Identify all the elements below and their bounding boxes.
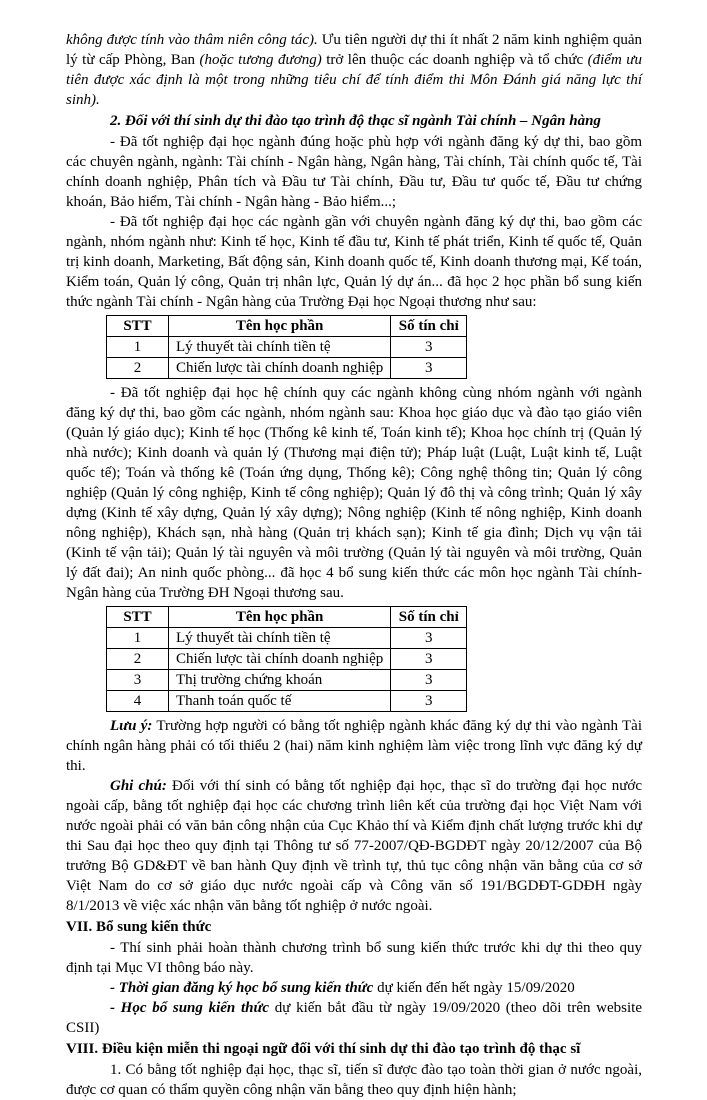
text-run: Đối với thí sinh có bằng tốt nghiệp đại học, thạc sĩ do trường đại học nước ngoài cấp, bằng tốt nghiệp đại học các chương trình liên kết của trường đại học Việt Nam với nước ngoài phải có văn bản công nhận của Cục Khảo thí và Kiểm định chất lượng trước khi dự thi Sau đại học theo quy định tại Thông tư số 77-2007/QĐ-BGDĐT ngày 20/12/2007 của Bộ trưởng Bộ GD&ĐT về ban hành Quy định về trình tự, thủ tục công nhận văn bằng của cơ sở Việt Nam do cơ sở giáo dục nước ngoài cấp và Công văn số 191/BGDĐT-GDĐH ngày 8/1/2013 về việc xác nhận văn bằng tốt nghiệp ở nước ngoài. — [66, 778, 642, 914]
text-run: (hoặc tương đương) — [199, 52, 322, 68]
supplementary-courses-table-1 — [106, 315, 467, 379]
table-row — [107, 337, 467, 358]
paragraph-continuation — [66, 30, 642, 110]
paragraph-vii-3 — [66, 998, 642, 1038]
stt-cell: 1 — [107, 337, 169, 358]
stt-cell: 1 — [107, 628, 169, 649]
course-name-cell: Thanh toán quốc tế — [169, 691, 391, 712]
paragraph-near-major: - Đã tốt nghiệp đại học các ngành gần với chuyên ngành đăng ký dự thi, bao gồm các ngành, nhóm ngành như: Kinh tế học, Kinh tế đầu tư, Kinh tế phát triển, Kinh tế quốc tế, Quản trị kinh doanh, Marketing, Bất động sản, Kinh doanh quốc tế, Kinh doanh thương mại, Kế toán, Kiểm toán, Quản lý công, Quản trị nhân lực, Quản lý dự án... đã học 2 học phần bổ sung kiến thức ngành Tài chính - Ngân hàng của Trường Đại học Ngoại thương như sau: — [66, 214, 642, 310]
credits-cell: 3 — [391, 649, 467, 670]
stt-cell: 4 — [107, 691, 169, 712]
section-heading-2: 2. Đối với thí sinh dự thi đào tạo trình độ thạc sĩ ngành Tài chính – Ngân hàng — [110, 113, 601, 129]
text-run: (điểm ưu tiên được xác định là một trong những tiêu chí để tính điểm thi Môn Đánh giá năng lực thí sinh). — [66, 52, 642, 108]
credits-cell: 3 — [391, 628, 467, 649]
stt-cell: 2 — [107, 358, 169, 379]
text-run: không được tính vào thâm niên công tác). — [66, 32, 322, 48]
text-run: trở lên thuộc các doanh nghiệp và tổ chức — [321, 52, 588, 68]
note-label: Lưu ý: — [110, 718, 153, 734]
table-row — [107, 649, 467, 670]
col-header-credits: Số tín chỉ — [391, 607, 467, 628]
credits-cell: 3 — [391, 691, 467, 712]
table-row — [107, 628, 467, 649]
course-name-cell: Thị trường chứng khoán — [169, 670, 391, 691]
stt-cell: 2 — [107, 649, 169, 670]
table-header-row — [107, 316, 467, 337]
credits-cell: 3 — [391, 670, 467, 691]
paragraph-note-ghichu — [66, 776, 642, 916]
text-run: dự kiến đến hết ngày 15/09/2020 — [373, 980, 575, 996]
table-row — [107, 670, 467, 691]
credits-cell: 3 — [391, 337, 467, 358]
emphasis-label: - Thời gian đăng ký học bổ sung kiến thức — [110, 980, 374, 996]
paragraph-right-major: - Đã tốt nghiệp đại học ngành đúng hoặc phù hợp với ngành đăng ký dự thi, bao gồm các chuyên ngành, ngành: Tài chính - Ngân hàng, Ngân hàng, Tài chính, Tài chính quốc tế, Tài chính doanh nghiệp, Phân tích và Đầu tư Tài chính, Đầu tư, Đầu tư quốc tế, Đầu tư chứng khoán, Bảo hiểm, Tài chính - Ngân hàng - Bảo hiểm...; — [66, 134, 642, 210]
col-header-course-name: Tên học phần — [169, 316, 391, 337]
col-header-stt: STT — [107, 316, 169, 337]
course-name-cell: Chiến lược tài chính doanh nghiệp — [169, 358, 391, 379]
paragraph-vii-2 — [66, 978, 642, 998]
emphasis-label: - Học bổ sung kiến thức — [110, 1000, 270, 1016]
credits-cell: 3 — [391, 358, 467, 379]
table-header-row — [107, 607, 467, 628]
course-name-cell: Lý thuyết tài chính tiền tệ — [169, 628, 391, 649]
paragraph-viii-1: 1. Có bằng tốt nghiệp đại học, thạc sĩ, tiến sĩ được đào tạo toàn thời gian ở nước ngoài, được cơ quan có thẩm quyền công nhận văn bằng theo quy định hiện hành; — [66, 1062, 642, 1098]
note-label: Ghi chú: — [110, 778, 167, 794]
col-header-stt: STT — [107, 607, 169, 628]
col-header-course-name: Tên học phần — [169, 607, 391, 628]
text-run: Ưu tiên người dự thi ít nhất 2 năm kinh nghiệm quản lý từ cấp Phòng, Ban — [66, 32, 642, 68]
course-name-cell: Chiến lược tài chính doanh nghiệp — [169, 649, 391, 670]
stt-cell: 3 — [107, 670, 169, 691]
paragraph-vii-1: - Thí sinh phải hoàn thành chương trình bổ sung kiến thức trước khi dự thi theo quy định tại Mục VI thông báo này. — [66, 940, 642, 976]
section-heading-viii: VIII. Điều kiện miễn thi ngoại ngữ đối với thí sinh dự thi đào tạo trình độ thạc sĩ — [66, 1041, 581, 1057]
col-header-credits: Số tín chỉ — [391, 316, 467, 337]
paragraph-other-major: - Đã tốt nghiệp đại học hệ chính quy các ngành không cùng nhóm ngành với ngành đăng ký dự thi, bao gồm các ngành, nhóm ngành sau: Khoa học giáo dục và đào tạo giáo viên (Quản lý giáo dục); Kinh tế học (Thống kê kinh tế, Toán kinh tế); Khoa học chính trị (Quản lý nhà nước); Kinh doanh và quản lý (Thương mại điện tử); Pháp luật (Luật, Luật kinh tế, Luật quốc tế); Toán và thống kê (Toán ứng dụng, Thống kê); Công nghệ thông tin; Quản lý công nghiệp (Quản lý công nghiệp, Kinh tế công nghiệp); Quản lý đô thị và công trình; Quản lý xây dựng (Kinh tế xây dựng, Quản lý xây dựng); Nông nghiệp (Kinh tế nông nghiệp, Kinh doanh nông nghiệp), Khách sạn, nhà hàng (Quản trị khách sạn); Kinh tế gia đình; Dịch vụ vận tải (Kinh tế vận tải); Quản lý tài nguyên và môi trường (Quản lý tài nguyên và môi trường, Quản lý đất đai); An ninh quốc phòng... đã học 4 bổ sung kiến thức các môn học ngành Tài chính-Ngân hàng của Trường ĐH Ngoại thương sau. — [66, 385, 642, 601]
text-run: dự kiến bắt đầu từ ngày 19/09/2020 (theo dõi trên website CSII) — [66, 1000, 642, 1036]
supplementary-courses-table-2 — [106, 606, 467, 712]
text-run: Trường hợp người có bằng tốt nghiệp ngành khác đăng ký dự thi vào ngành Tài chính ngân hàng phải có tối thiểu 2 (hai) năm kinh nghiệm làm việc trong lĩnh vực đăng ký dự thi. — [66, 718, 642, 774]
table-row — [107, 691, 467, 712]
table-row — [107, 358, 467, 379]
course-name-cell: Lý thuyết tài chính tiền tệ — [169, 337, 391, 358]
section-heading-vii: VII. Bổ sung kiến thức — [66, 919, 212, 935]
paragraph-note-luuy — [66, 716, 642, 776]
